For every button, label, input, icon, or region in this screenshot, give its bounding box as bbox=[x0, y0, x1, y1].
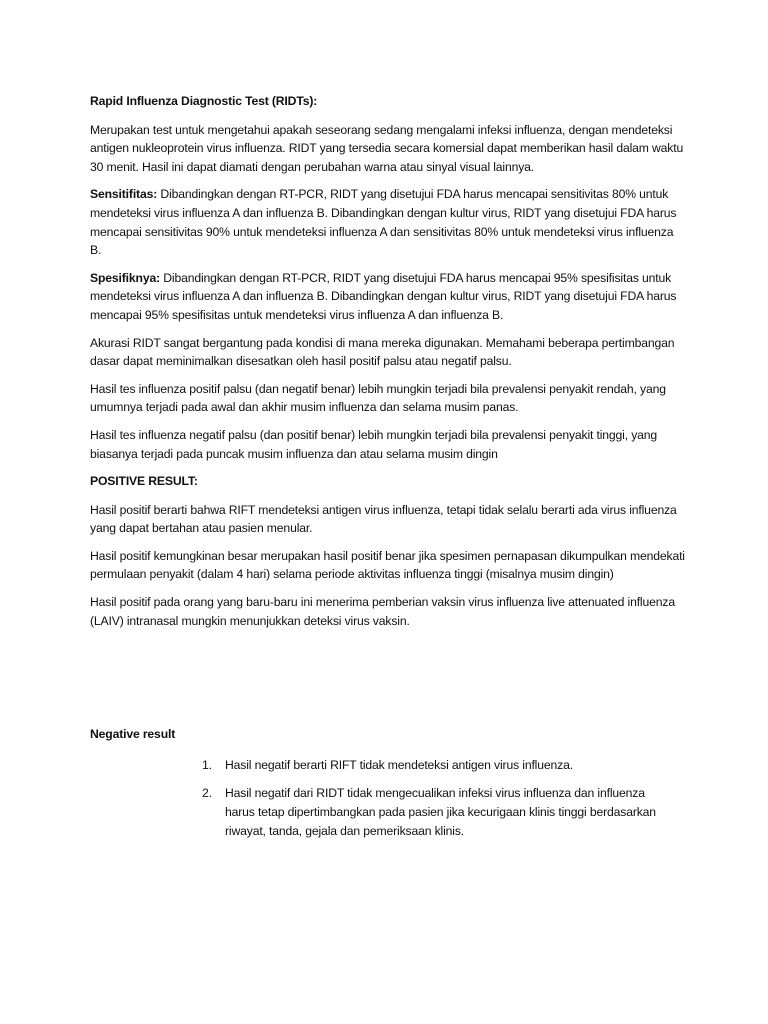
specificity-label: Spesifiknya: bbox=[90, 270, 160, 285]
intro-paragraph: Merupakan test untuk mengetahui apakah seseorang sedang mengalami infeksi influenza, dengan mendeteksi antigen nukleoprotein virus influenza. RIDT yang tersedia secara komersial dapat memberikan hasil dalam waktu 30 menit. Hasil ini dapat diamati dengan perubahan warna atau sinyal visual lainnya. bbox=[90, 122, 684, 174]
false-negative-paragraph: Hasil tes influenza negatif palsu (dan positif benar) lebih mungkin terjadi bila prevalensi penyakit tinggi, yang biasanya terjadi pada puncak musim influenza dan atau selama musim dingin bbox=[90, 427, 658, 461]
document-body bbox=[90, 92, 685, 850]
list-item-text: Hasil negatif dari RIDT tidak mengecualikan infeksi virus influenza dan influenza harus tetap dipertimbangkan pada pasien jika kecurigaan klinis tinggi berdasarkan riwayat, tanda, gejala dan pemeriksaan klinis. bbox=[225, 786, 656, 838]
sensitivity-text: Dibandingkan dengan RT-PCR, RIDT yang disetujui FDA harus mencapai sensitivitas 80% untuk mendeteksi virus influenza A dan influenza B. Dibandingkan dengan kultur virus, RIDT yang disetujui FDA harus mencapai sensitivitas 90% untuk mendeteksi influenza A dan sensitivitas 80% untuk mendeteksi virus influenza B. bbox=[90, 187, 677, 258]
specificity-text: Dibandingkan dengan RT-PCR, RIDT yang disetujui FDA harus mencapai 95% spesifisitas untuk mendeteksi virus influenza A dan influenza B. Dibandingkan dengan kultur virus, RIDT yang disetujui FDA harus mencapai 95% spesifisitas untuk mendeteksi virus influenza A dan influenza B. bbox=[90, 270, 677, 322]
false-positive-paragraph: Hasil tes influenza positif palsu (dan negatif benar) lebih mungkin terjadi bila prevalensi penyakit rendah, yang umumnya terjadi pada awal dan akhir musim influenza dan selama musim panas. bbox=[90, 381, 666, 415]
list-item bbox=[202, 756, 674, 775]
positive-result-heading: POSITIVE RESULT: bbox=[90, 474, 198, 489]
accuracy-paragraph: Akurasi RIDT sangat bergantung pada kondisi di mana mereka digunakan. Memahami beberapa pertimbangan dasar dapat meminimalkan disesatkan oleh hasil positif palsu atau negatif palsu. bbox=[90, 335, 675, 369]
sensitivity-paragraph bbox=[90, 185, 685, 259]
positive-paragraph: Hasil positif kemungkinan besar merupakan hasil positif benar jika spesimen pernapasan dikumpulkan mendekati permulaan penyakit (dalam 4 hari) selama periode aktivitas influenza tinggi (misalnya musim dingin) bbox=[90, 548, 685, 582]
list-item bbox=[202, 784, 674, 840]
document-title: Rapid Influenza Diagnostic Test (RIDTs): bbox=[90, 94, 318, 108]
positive-paragraph: Hasil positif pada orang yang baru-baru ini menerima pemberian vaksin virus influenza live attenuated influenza (LAIV) intranasal mungkin menunjukkan deteksi virus vaksin. bbox=[90, 595, 675, 628]
blank-space bbox=[90, 639, 685, 725]
list-item-text: Hasil negatif berarti RIFT tidak mendeteksi antigen virus influenza. bbox=[225, 757, 573, 772]
negative-result-list bbox=[202, 756, 674, 840]
list-item-number: 1. bbox=[202, 757, 212, 772]
specificity-paragraph bbox=[90, 269, 685, 325]
sensitivity-label: Sensitifitas: bbox=[90, 187, 158, 202]
negative-result-heading: Negative result bbox=[90, 727, 176, 742]
list-item-number: 2. bbox=[202, 786, 212, 801]
positive-paragraph: Hasil positif berarti bahwa RIFT mendeteksi antigen virus influenza, tetapi tidak selalu berarti ada virus influenza yang dapat bertahan atau pasien menular. bbox=[90, 502, 677, 536]
